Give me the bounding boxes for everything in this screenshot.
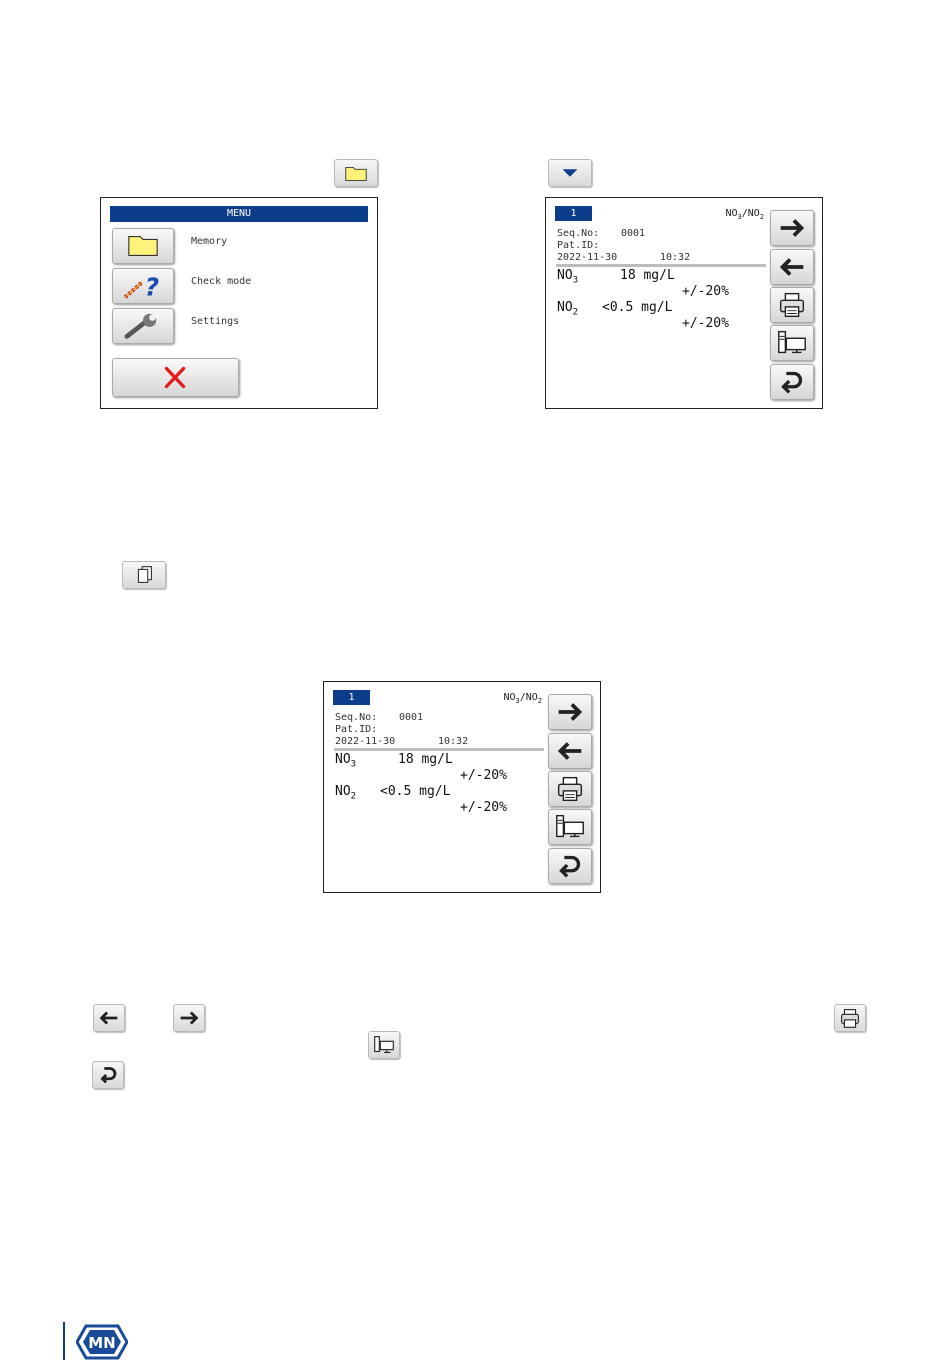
result-name-2: $NO_2$ xyxy=(557,300,579,318)
arrow-left-icon xyxy=(771,250,813,284)
seq-label: Seq.No: xyxy=(335,712,378,723)
print-button[interactable] xyxy=(548,771,592,807)
computer-icon xyxy=(549,810,591,844)
parameter-label: $NO_3/NO_2$ xyxy=(503,692,542,705)
seq-label: Seq.No: xyxy=(557,228,600,239)
result-screen-middle xyxy=(323,681,601,893)
copy-icon xyxy=(123,562,165,588)
parameter-label: $NO_3/NO_2$ xyxy=(725,208,764,221)
print-button[interactable] xyxy=(770,287,814,323)
print-button-inline[interactable] xyxy=(834,1004,866,1032)
transfer-button-inline[interactable] xyxy=(368,1031,400,1059)
folder-icon xyxy=(335,160,377,186)
transfer-button[interactable] xyxy=(548,809,592,845)
triangle-down-icon xyxy=(549,160,591,186)
pipette-question-icon xyxy=(113,269,173,303)
menu-label-check-mode: Check mode xyxy=(191,276,252,287)
divider xyxy=(334,748,544,751)
time-value: 10:32 xyxy=(438,736,469,747)
menu-title: MENU xyxy=(110,206,368,222)
seq-value: 0001 xyxy=(399,712,424,723)
pat-label: Pat.ID: xyxy=(335,724,378,735)
printer-icon xyxy=(549,772,591,806)
return-button[interactable] xyxy=(770,364,814,400)
computer-icon xyxy=(771,326,813,360)
next-button[interactable] xyxy=(548,694,592,730)
check-mode-button[interactable] xyxy=(112,268,174,304)
copy-button[interactable] xyxy=(122,561,166,589)
result-name-1: $NO_3$ xyxy=(335,752,357,770)
folder-icon xyxy=(113,229,173,263)
mn-logo xyxy=(76,1324,128,1360)
previous-button[interactable] xyxy=(548,733,592,769)
result-value-1: 18 mg/L xyxy=(398,752,453,767)
return-button-inline[interactable] xyxy=(92,1061,124,1089)
arrow-right-icon xyxy=(174,1005,204,1031)
arrow-left-icon xyxy=(94,1005,124,1031)
result-tolerance-1: +/-20% xyxy=(460,768,507,783)
next-button[interactable] xyxy=(770,210,814,246)
svg-text:?: ? xyxy=(144,272,160,302)
previous-button-inline[interactable] xyxy=(93,1004,125,1032)
previous-button[interactable] xyxy=(770,249,814,285)
return-icon xyxy=(93,1062,123,1088)
result-value-1: 18 mg/L xyxy=(620,268,675,283)
settings-button[interactable] xyxy=(112,308,174,344)
record-number-badge: 1 xyxy=(555,206,592,221)
next-button-inline[interactable] xyxy=(173,1004,205,1032)
result-name-2: $NO_2$ xyxy=(335,784,357,802)
result-screen-top xyxy=(545,197,823,409)
arrow-right-icon xyxy=(771,211,813,245)
memory-button[interactable] xyxy=(112,228,174,264)
time-value: 10:32 xyxy=(660,252,691,263)
result-tolerance-1: +/-20% xyxy=(682,284,729,299)
mn-logo-text: MN xyxy=(88,1334,116,1352)
arrow-right-icon xyxy=(549,695,591,729)
result-tolerance-2: +/-20% xyxy=(460,800,507,815)
record-number-badge: 1 xyxy=(333,690,370,705)
seq-value: 0001 xyxy=(621,228,646,239)
close-icon xyxy=(113,359,238,396)
arrow-left-icon xyxy=(549,734,591,768)
footer-divider xyxy=(63,1322,65,1360)
close-button[interactable] xyxy=(112,358,239,397)
menu-label-memory: Memory xyxy=(191,236,228,247)
menu-screen xyxy=(100,197,378,409)
date-value: 2022-11-30 xyxy=(557,252,618,263)
date-value: 2022-11-30 xyxy=(335,736,396,747)
printer-icon xyxy=(835,1005,865,1031)
computer-icon xyxy=(369,1032,399,1058)
transfer-button[interactable] xyxy=(770,325,814,361)
pat-label: Pat.ID: xyxy=(557,240,600,251)
result-tolerance-2: +/-20% xyxy=(682,316,729,331)
return-icon xyxy=(549,849,591,883)
divider xyxy=(556,264,766,267)
printer-icon xyxy=(771,288,813,322)
menu-label-settings: Settings xyxy=(191,316,240,327)
wrench-icon xyxy=(113,309,173,343)
return-icon xyxy=(771,365,813,399)
result-name-1: $NO_3$ xyxy=(557,268,579,286)
result-value-2: <0.5 mg/L xyxy=(380,784,451,799)
folder-button[interactable] xyxy=(334,159,378,187)
return-button[interactable] xyxy=(548,848,592,884)
result-value-2: <0.5 mg/L xyxy=(602,300,673,315)
scroll-down-button[interactable] xyxy=(548,159,592,187)
